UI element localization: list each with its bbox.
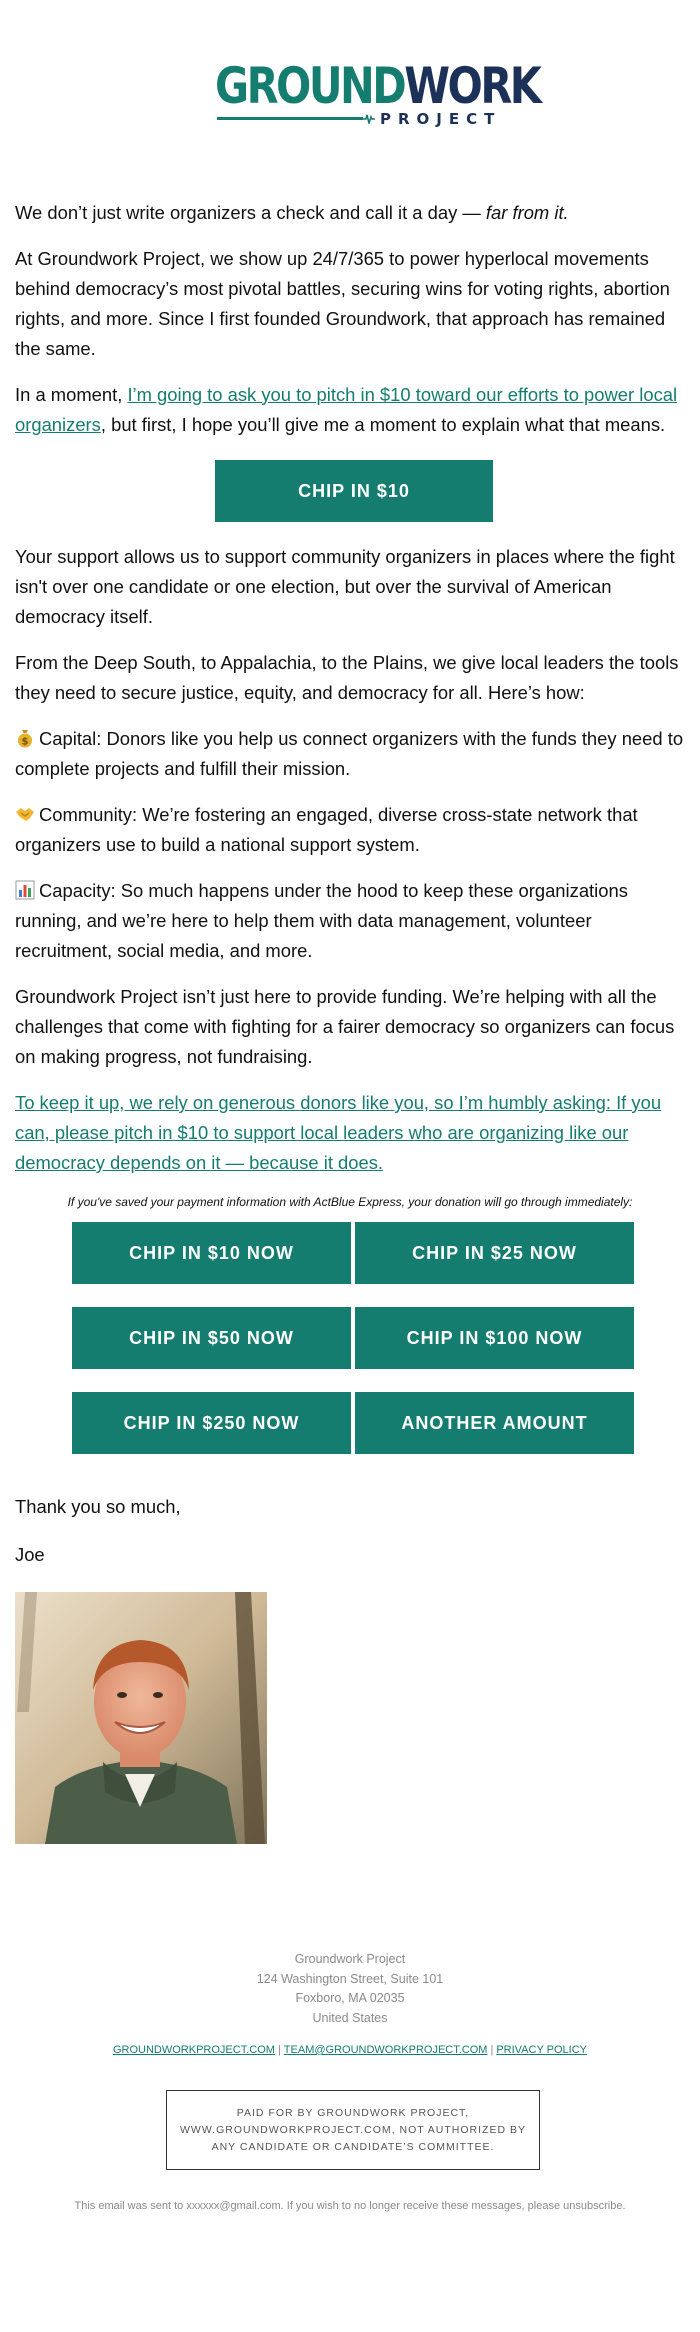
money-bag-icon [15, 728, 35, 748]
chip-in-10-button[interactable]: CHIP IN $10 [215, 460, 493, 522]
bullet-capacity-text: Capacity: So much happens under the hood to keep these organizations running, and we’re here to help them with data management, volunteer recruitment, social media, and more. [15, 880, 628, 961]
pitch-in-support-link[interactable]: To keep it up, we rely on generous donors like you, so I’m humbly asking: If you can, please pitch in $10 to support local leaders who are organizing like our democracy depends on it — because it does. [15, 1092, 662, 1173]
paid-for-disclaimer [166, 2090, 540, 2170]
paragraph-3-text: Your support allows us to support community organizers in places where the fight isn't over one candidate or one election, but over the survival of American democracy itself. [15, 546, 675, 627]
chip-in-10-now-button[interactable]: CHIP IN $10 NOW [72, 1222, 351, 1284]
footer-separator: | [277, 2044, 281, 2056]
footer-privacy-link[interactable]: PRIVACY POLICY [496, 2044, 588, 2056]
footer-street: 124 Washington Street, Suite 101 [256, 1971, 444, 1986]
paragraph-2-before: In a moment, [15, 384, 128, 405]
intro-text: We don’t just write organizers a check and call it a day — [15, 202, 486, 223]
footer-address [0, 1950, 700, 2028]
handshake-icon [15, 804, 35, 824]
signature-text: Joe [15, 1544, 45, 1565]
paragraph-1 [15, 244, 685, 364]
chip-in-100-now-button[interactable]: CHIP IN $100 NOW [355, 1307, 634, 1369]
signoff [15, 1492, 685, 1522]
actblue-express-note: If you've saved your payment information with ActBlue Express, your donation will go through immediately: [67, 1195, 633, 1209]
logo-word-work: WORK [404, 57, 540, 115]
paragraph-2 [15, 380, 685, 440]
footer-website-link[interactable]: GROUNDWORKPROJECT.COM [112, 2044, 275, 2056]
chip-in-25-now-button[interactable]: CHIP IN $25 NOW [355, 1222, 634, 1284]
another-amount-button[interactable]: ANOTHER AMOUNT [355, 1392, 634, 1454]
paragraph-3 [15, 542, 685, 632]
signoff-text: Thank you so much, [15, 1496, 181, 1517]
bar-chart-icon [15, 880, 35, 900]
footer-country: United States [312, 2010, 388, 2025]
footer-email-link[interactable]: TEAM@GROUNDWORKPROJECT.COM [283, 2044, 488, 2056]
paragraph-1-text: At Groundwork Project, we show up 24/7/365 to power hyperlocal movements behind democracy’s most pivotal battles, securing wins for voting rights, abortion rights, and more. Since I first founded Groundwork, that approach has remained the same. [15, 248, 670, 359]
signature [15, 1540, 685, 1570]
bullet-community-text: Community: We’re fostering an engaged, diverse cross-state network that organizers use to build a national support system. [15, 804, 638, 855]
svg-text:$: $ [21, 736, 29, 748]
logo-pulse-icon [363, 112, 375, 124]
intro-emphasis: far from it. [485, 202, 569, 223]
bullet-capacity [15, 876, 685, 966]
paragraph-5 [15, 982, 685, 1072]
intro-paragraph [15, 198, 685, 228]
author-portrait-image [15, 1592, 267, 1844]
paragraph-4 [15, 648, 685, 708]
paragraph-4-text: From the Deep South, to Appalachia, to the Plains, we give local leaders the tools they need to secure justice, equity, and democracy for all. Here’s how: [15, 652, 679, 703]
unsubscribe-notice: This email was sent to xxxxxx@gmail.com. If you wish to no longer receive these messages, please unsubscribe. [74, 2200, 626, 2212]
logo-underline [217, 117, 363, 120]
paragraph-6 [15, 1088, 685, 1178]
author-photo [15, 1592, 267, 1844]
paragraph-5-text: Groundwork Project isn’t just here to provide funding. We’re helping with all the challenges that come with fighting for a fairer democracy so organizers can focus on making progress, not fundraising. [15, 986, 675, 1067]
bullet-capital [15, 724, 685, 784]
chip-in-250-now-button[interactable]: CHIP IN $250 NOW [72, 1392, 351, 1454]
paragraph-2-after: , but first, I hope you’ll give me a moment to explain what that means. [100, 414, 666, 435]
bullet-community [15, 800, 685, 860]
footer-city: Foxboro, MA 02035 [295, 1991, 405, 2005]
logo-wordmark [215, 57, 540, 115]
logo-subtitle: PROJECT [380, 110, 502, 128]
pitch-in-link[interactable]: I’m going to ask you to pitch in $10 toward our efforts to power local organizers [15, 384, 678, 435]
bullet-capital-text: Capital: Donors like you help us connect organizers with the funds they need to complete projects and fulfill their mission. [15, 728, 684, 779]
footer-links [0, 2044, 700, 2056]
footer-org: Groundwork Project [294, 1952, 406, 1966]
logo-word-ground: GROUND [215, 57, 405, 115]
chip-in-50-now-button[interactable]: CHIP IN $50 NOW [72, 1307, 351, 1369]
paid-for-text: PAID FOR BY GROUNDWORK PROJECT, WWW.GROUNDWORKPROJECT.COM, NOT AUTHORIZED BY ANY CANDIDATE OR CANDIDATE’S COMMITTEE. [180, 2106, 526, 2153]
footer-separator: | [490, 2044, 494, 2056]
groundwork-logo[interactable] [215, 57, 540, 138]
